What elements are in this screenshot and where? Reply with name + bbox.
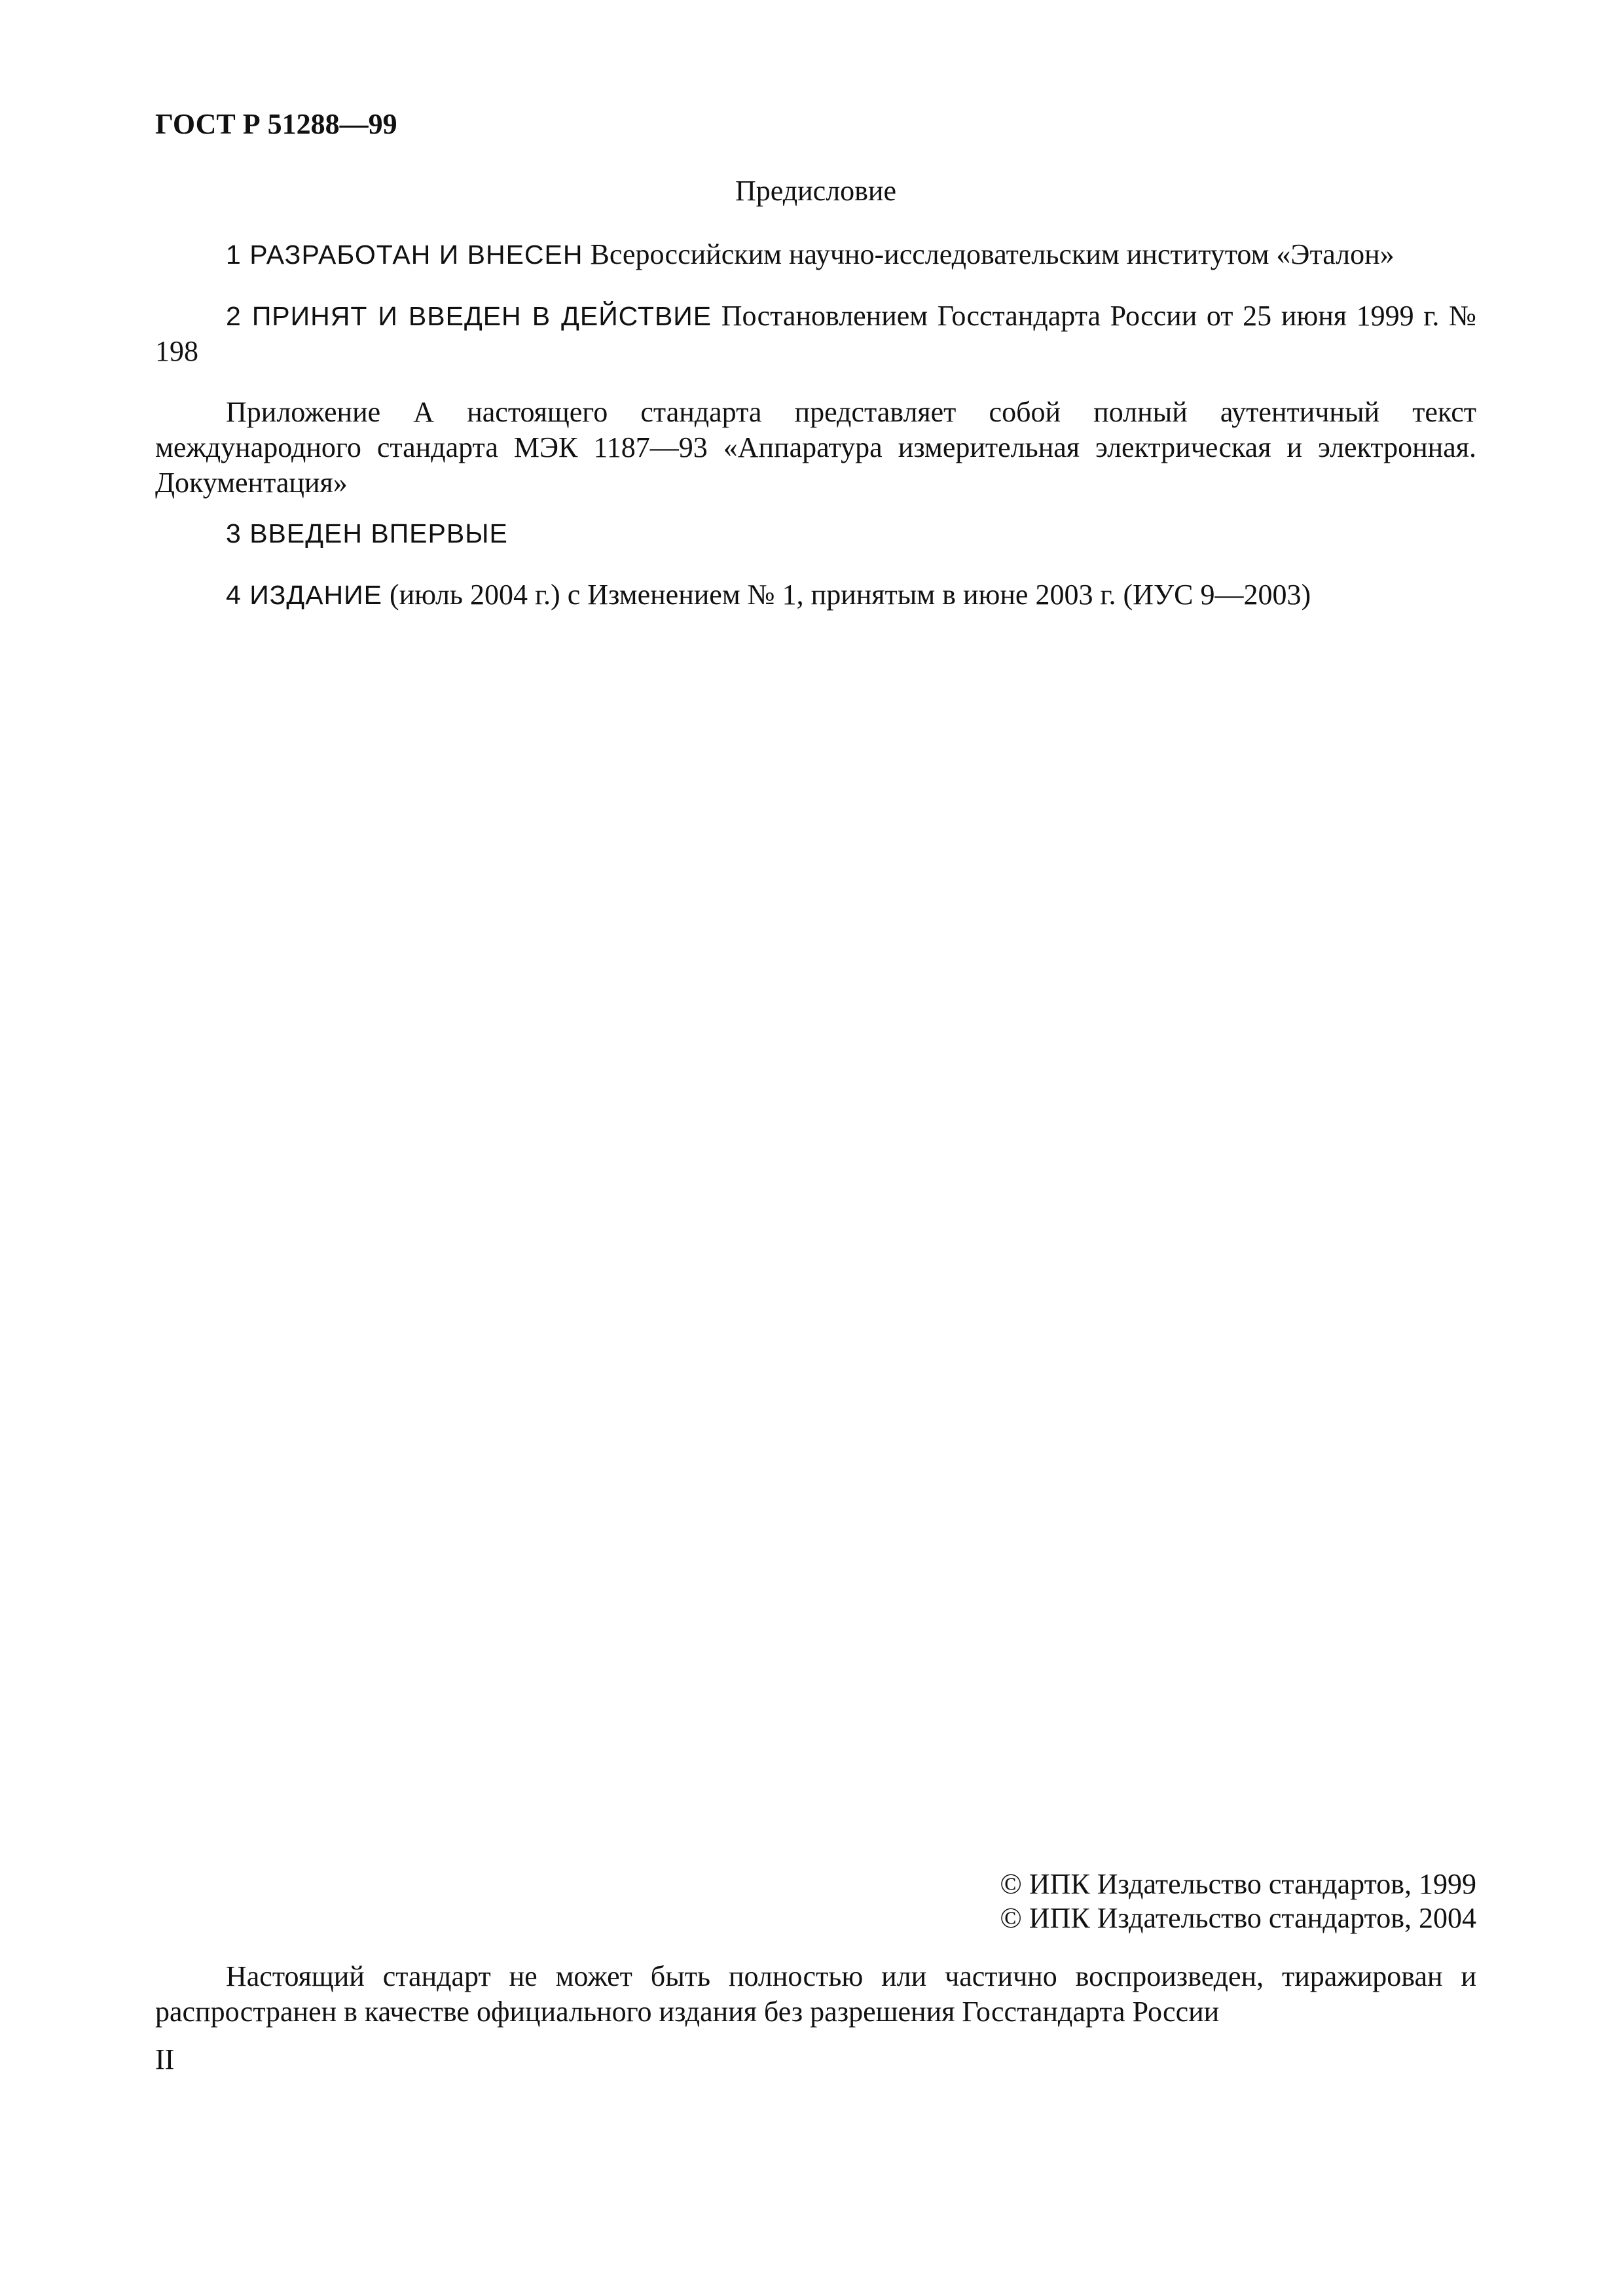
copyright-line: © ИПК Издательство стандартов, 1999 <box>1000 1868 1476 1900</box>
preface-item-lead: 4 ИЗДАНИЕ <box>226 580 382 610</box>
preface-item-lead: 1 РАЗРАБОТАН И ВНЕСЕН <box>226 240 583 270</box>
preface-item-text: Приложение А настоящего стандарта представляет собой полный аутентичный текст международного стандарта МЭК 1187—93 «Аппаратура измерительная электрическая и электронная. Документация» <box>155 396 1476 499</box>
page-number: II <box>155 2043 175 2075</box>
preface-paragraph <box>155 577 1476 613</box>
reproduction-notice: Настоящий стандарт не может быть полностью или частично воспроизведен, тиражирован и распространен в качестве официального издания без разрешения Госстандарта России <box>155 1960 1476 2028</box>
preface-item-lead: 3 ВВЕДЕН ВПЕРВЫЕ <box>226 518 508 548</box>
preface-paragraph <box>155 516 1476 551</box>
copyright-line: © ИПК Издательство стандартов, 2004 <box>1000 1902 1476 1934</box>
preface-item-2 <box>155 298 1476 369</box>
preface-item-4 <box>155 577 1476 613</box>
document-code-header: ГОСТ Р 51288—99 <box>155 108 397 140</box>
preface-annex-note <box>155 395 1476 501</box>
preface-title: Предисловие <box>735 175 896 207</box>
preface-item-text: (июль 2004 г.) с Изменением № 1, принятым в июне 2003 г. (ИУС 9—2003) <box>382 579 1311 611</box>
preface-paragraph <box>155 298 1476 369</box>
preface-item-text: Всероссийским научно-исследовательским институтом «Эталон» <box>583 238 1395 270</box>
preface-item-1 <box>155 237 1476 272</box>
preface-item-lead: 2 ПРИНЯТ И ВВЕДЕН В ДЕЙСТВИЕ <box>226 301 712 331</box>
preface-item-3 <box>155 516 1476 551</box>
copyright-block <box>1000 1867 1476 1935</box>
preface-paragraph <box>155 395 1476 501</box>
preface-paragraph <box>155 237 1476 272</box>
preface-item-text: Постановлением Госстандарта России от 25 июня 1999 г. № 198 <box>155 300 1476 367</box>
